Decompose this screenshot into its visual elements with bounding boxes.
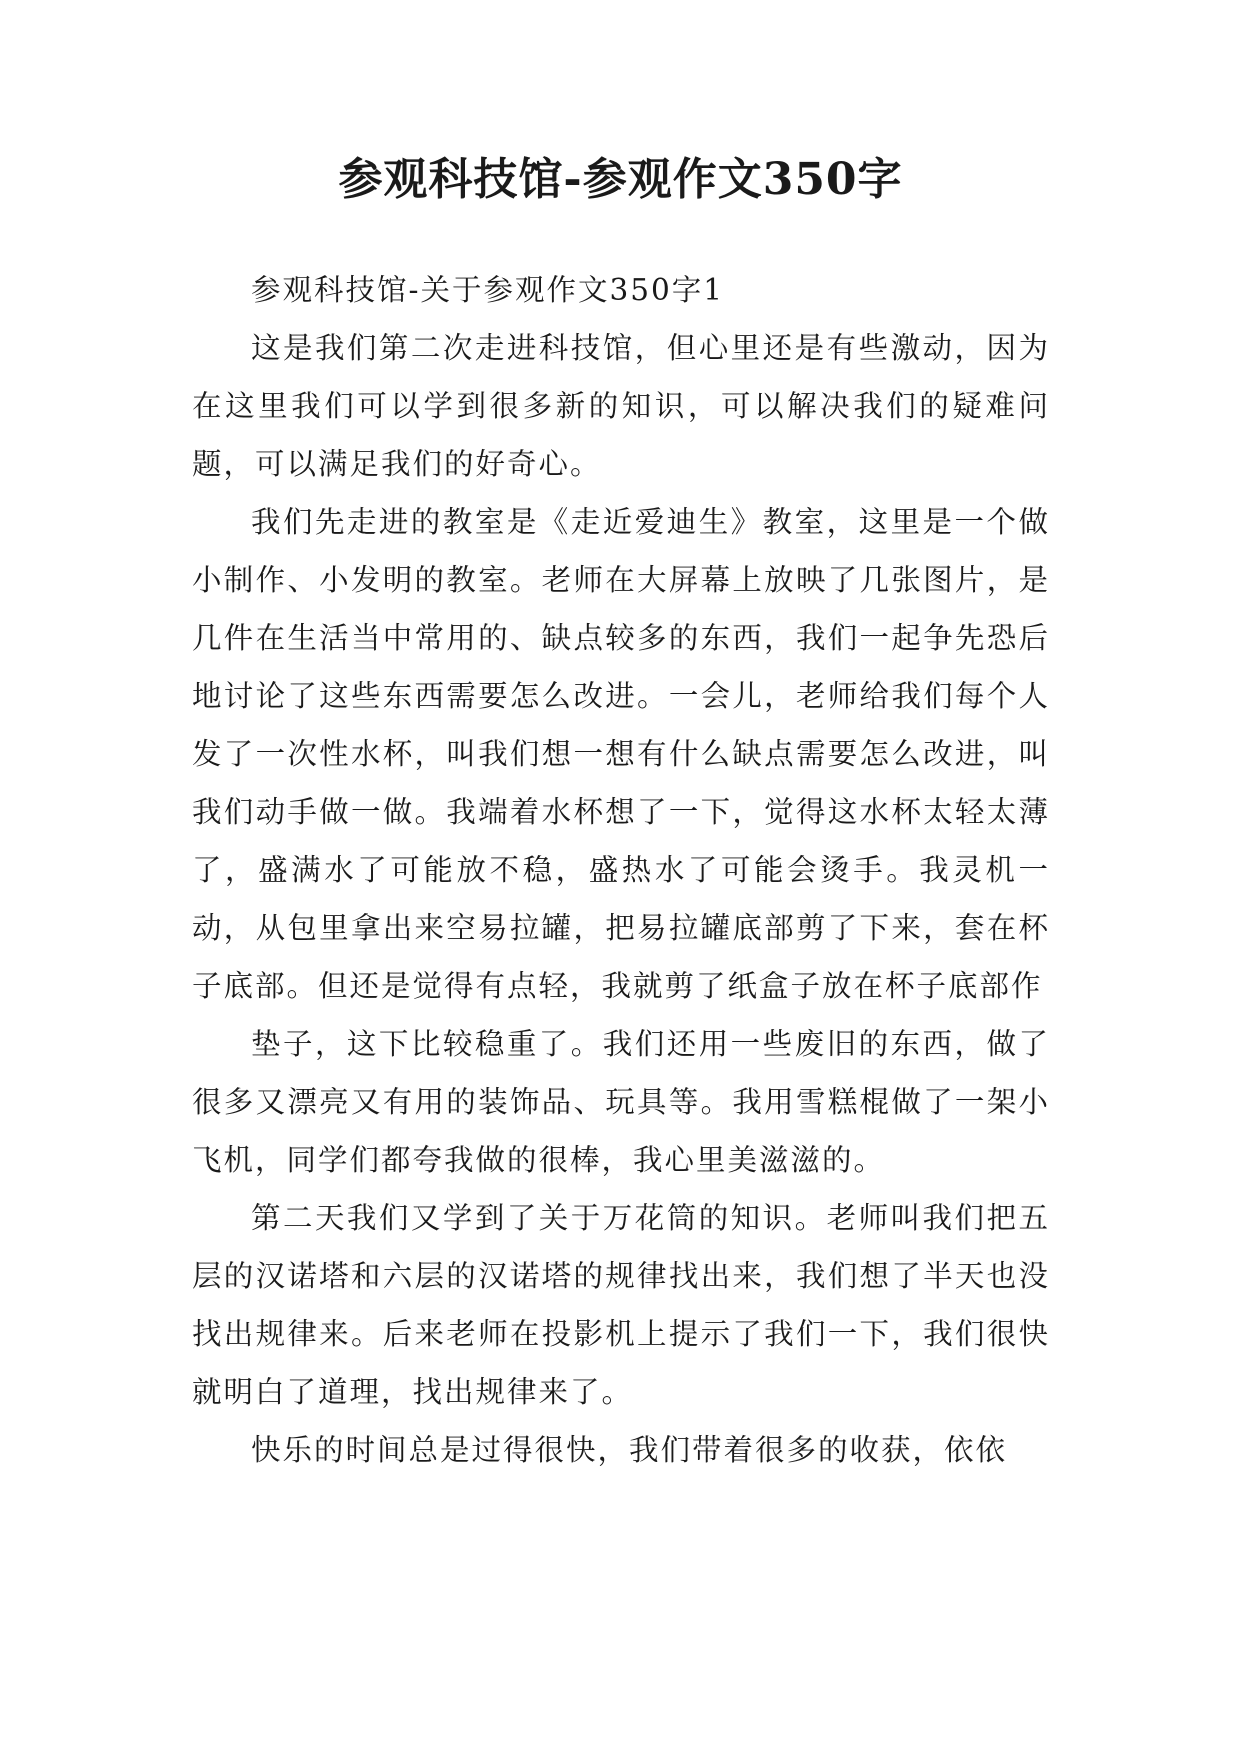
essay-subtitle: 参观科技馆-关于参观作文350字1 [251, 273, 725, 307]
paragraph-5: 快乐的时间总是过得很快，我们带着很多的收获，依依 [251, 1433, 1008, 1467]
paragraph-3: 垫子，这下比较稳重了。我们还用一些废旧的东西，做了很多又漂亮又有用的装饰品、玩具等。我用雪糕棍做了一架小飞机，同学们都夸我做的很棒，我心里美滋滋的。 [192, 1027, 1050, 1177]
document-title: 参观科技馆-参观作文350字 [338, 154, 903, 205]
paragraph-1: 这是我们第二次走进科技馆，但心里还是有些激动，因为在这里我们可以学到很多新的知识，可以解决我们的疑难问题，可以满足我们的好奇心。 [192, 331, 1050, 481]
paragraph-4: 第二天我们又学到了关于万花筒的知识。老师叫我们把五层的汉诺塔和六层的汉诺塔的规律找出来，我们想了半天也没找出规律来。后来老师在投影机上提示了我们一下，我们很快就明白了道理，找出规律来了。 [192, 1201, 1050, 1409]
paragraph-2: 我们先走进的教室是《走近爱迪生》教室，这里是一个做小制作、小发明的教室。老师在大屏幕上放映了几张图片，是几件在生活当中常用的、缺点较多的东西，我们一起争先恐后地讨论了这些东西需要怎么改进。一会儿，老师给我们每个人发了一次性水杯，叫我们想一想有什么缺点需要怎么改进，叫我们动手做一做。我端着水杯想了一下，觉得这水杯太轻太薄了，盛满水了可能放不稳，盛热水了可能会烫手。我灵机一动，从包里拿出来空易拉罐，把易拉罐底部剪了下来，套在杯子底部。但还是觉得有点轻，我就剪了纸盒子放在杯子底部作 [192, 505, 1050, 1003]
document-body [192, 261, 1050, 1479]
